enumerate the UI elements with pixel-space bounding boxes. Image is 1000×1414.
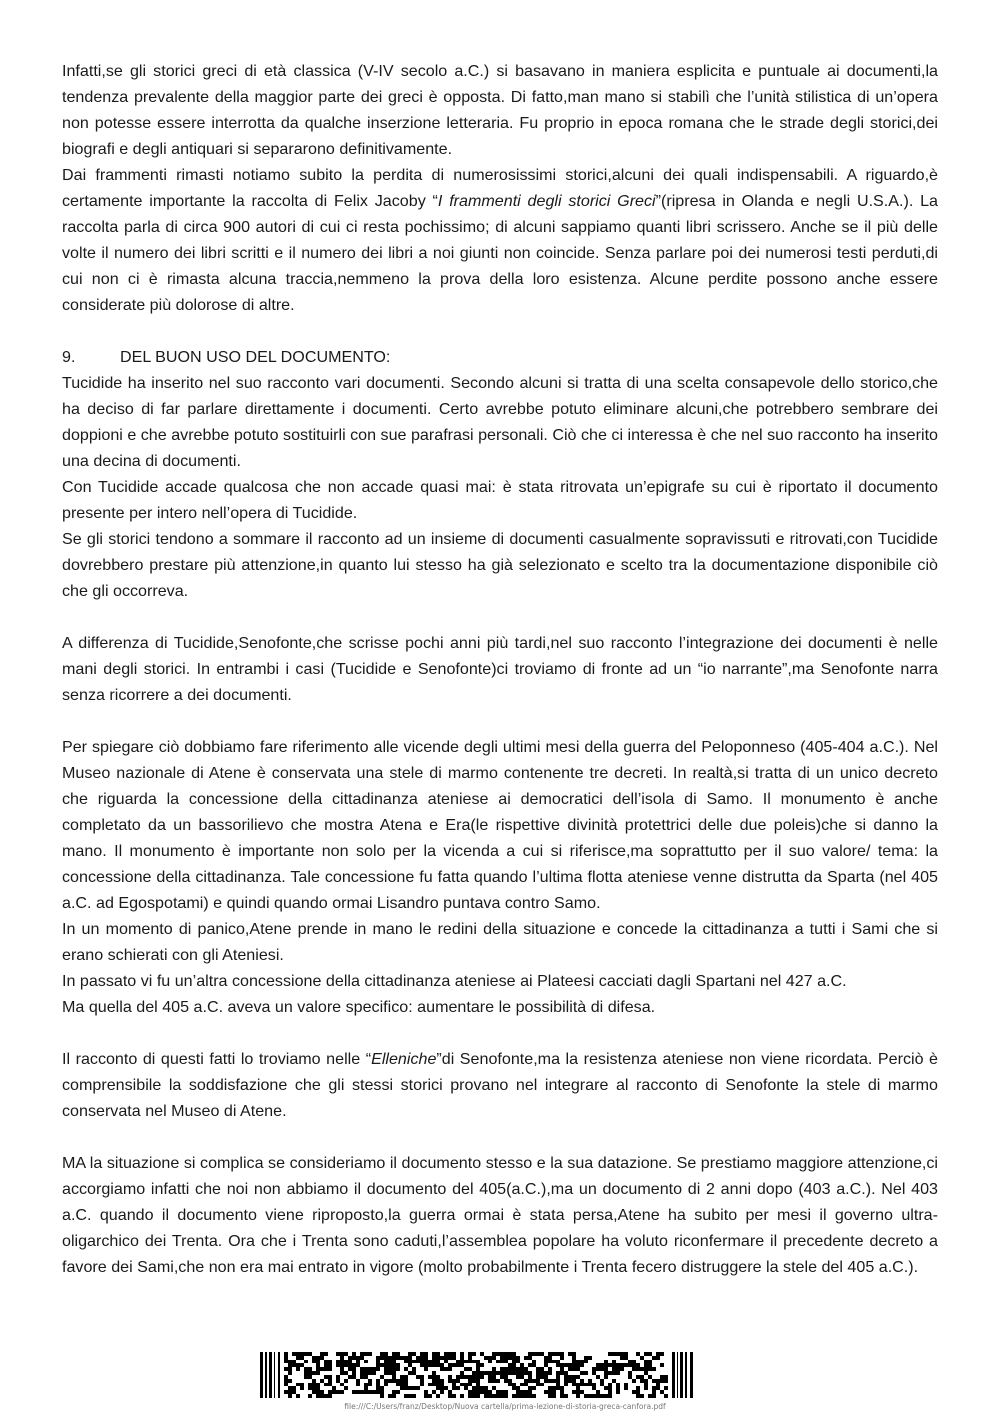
text-run: MA la situazione si complica se consideriamo il documento stesso e la sua datazione. Se prestiamo maggiore attenzione,ci accorgiamo infatti che noi non abbiamo il documento del 405(a.C.),ma un documento di 2 anni dopo (403 a.C.). Nel 403 a.C. quando il documento viene riproposto,la guerra ormai è stata persa,Atene ha subito per mesi il governo ultra-oligarchico dei Trenta. Ora che i Trenta sono caduti,l’assemblea popolare ha voluto riconfermare il precedente decreto a favore dei Sami,che non era mai entrato in vigore (molto probabilmente i Trenta fecero distruggere la stele del 405 a.C.). bbox=[62, 1154, 938, 1276]
section-number: 9. bbox=[62, 348, 76, 366]
text-run: ”(ripresa in Olanda e negli U.S.A.). La raccolta parla di circa 900 autori di cui ci resta pochissimo; di alcuni sappiamo quanti libri scrissero. Anche se il più delle volte il numero dei libri scritti e il numero dei libri a noi giunti non coincide. Senza parlare poi dei numerosi testi perduti,di cui non ci è rimasta alcuna traccia,nemmeno la prova della loro esistenza. Alcune perdite possono anche essere considerate più dolorose di altre. bbox=[62, 192, 938, 314]
text-run: Tucidide ha inserito nel suo racconto vari documenti. Secondo alcuni si tratta di una scelta consapevole dello storico,che ha deciso di far parlare direttamente i documenti. Certo avrebbe potuto eliminare alcuni,che potrebbero sembrare dei doppioni e che avrebbe potuto sostituirli con sue parafrasi personali. Ciò che ci interessa è che nel suo racconto ha inserito una decina di documenti. bbox=[62, 374, 938, 470]
paragraph bbox=[62, 630, 938, 708]
footer-barcode bbox=[260, 1352, 750, 1411]
barcode-matrix bbox=[284, 1352, 668, 1398]
section-heading bbox=[62, 344, 938, 370]
document-body bbox=[62, 58, 938, 1280]
text-run: Infatti,se gli storici greci di età classica (V-IV secolo a.C.) si basavano in maniera esplicita e puntuale ai documenti,la tendenza prevalente della maggior parte dei greci è opposta. Di fatto,man mano si stabilì che l’unità stilistica di un’opera non potesse essere interrotta da qualche inserzione letteraria. Fu proprio in epoca romana che le strade degli storici,dei biografi e degli antiquari si separarono definitivamente. bbox=[62, 62, 938, 158]
barcode-graphic bbox=[260, 1352, 750, 1398]
italic-title: Elleniche bbox=[371, 1050, 437, 1068]
paragraph-spacer bbox=[62, 1124, 938, 1150]
text-run: Con Tucidide accade qualcosa che non accade quasi mai: è stata ritrovata un’epigrafe su cui è riportato il documento presente per intero nell’opera di Tucidide. bbox=[62, 478, 938, 522]
italic-title: I frammenti degli storici Greci bbox=[437, 192, 656, 210]
text-run: Dai frammenti rimasti notiamo subito la perdita di numerosissimi storici,alcuni dei quali indispensabili. A riguardo,è certamente importante la raccolta di Felix Jacoby “ bbox=[62, 166, 938, 210]
paragraph bbox=[62, 162, 938, 318]
paragraph bbox=[62, 734, 938, 916]
text-run: Per spiegare ciò dobbiamo fare riferimento alle vicende degli ultimi mesi della guerra del Peloponneso (405-404 a.C.). Nel Museo nazionale di Atene è conservata una stele di marmo contenente tre decreti. In realtà,si tratta di un unico decreto che riguarda la concessione della cittadinanza ateniese ai democratici dell’isola di Samo. Il monumento è anche completato da un bassorilievo che mostra Atena e Era(le rispettive divinità protettrici delle due poleis)che si danno la mano. Il monumento è importante non solo per la vicenda a cui si riferisce,ma soprattutto per il suo valore/ tema: la concessione della cittadinanza. Tale concessione fu fatta quando l’ultima flotta ateniese venne distrutta da Sparta (nel 405 a.C. ad Egospotami) e quindi quando ormai Lisandro puntava contro Samo. bbox=[62, 738, 938, 912]
paragraph-spacer bbox=[62, 604, 938, 630]
paragraph-spacer bbox=[62, 1020, 938, 1046]
file-path-label: file:///C:/Users/franz/Desktop/Nuova cartella/prima-lezione-di-storia-greca-canfora.pdf bbox=[344, 1402, 666, 1411]
paragraph-spacer bbox=[62, 708, 938, 734]
text-run: Se gli storici tendono a sommare il racconto ad un insieme di documenti casualmente sopravissuti e ritrovati,con Tucidide dovrebbero prestare più attenzione,in quanto lui stesso ha già selezionato e scelto tra la documentazione disponibile ciò che gli occorreva. bbox=[62, 530, 938, 600]
text-run: Il racconto di questi fatti lo troviamo nelle “ bbox=[62, 1050, 372, 1068]
paragraph bbox=[62, 526, 938, 604]
paragraph bbox=[62, 58, 938, 162]
paragraph bbox=[62, 1150, 938, 1280]
section-title: DEL BUON USO DEL DOCUMENTO: bbox=[120, 348, 391, 366]
paragraph bbox=[62, 916, 938, 968]
paragraph bbox=[62, 474, 938, 526]
paragraph bbox=[62, 1046, 938, 1124]
paragraph-spacer bbox=[62, 318, 938, 344]
text-run: ”di Senofonte,ma la resistenza ateniese non viene ricordata. Perciò è comprensibile la soddisfazione che gli stessi storici provano nel integrare al racconto di Senofonte la stele di marmo conservata nel Museo di Atene. bbox=[62, 1050, 938, 1120]
barcode-bar bbox=[690, 1352, 693, 1398]
text-run: In un momento di panico,Atene prende in mano le redini della situazione e concede la cittadinanza a tutti i Sami che si erano schierati con gli Ateniesi. bbox=[62, 920, 938, 964]
paragraph bbox=[62, 968, 938, 994]
paragraph bbox=[62, 370, 938, 474]
text-run: Ma quella del 405 a.C. aveva un valore specifico: aumentare le possibilità di difesa. bbox=[62, 998, 656, 1016]
text-run: In passato vi fu un’altra concessione della cittadinanza ateniese ai Plateesi cacciati dagli Spartani nel 427 a.C. bbox=[62, 972, 847, 990]
text-run: A differenza di Tucidide,Senofonte,che scrisse pochi anni più tardi,nel suo racconto l’integrazione dei documenti è nelle mani degli storici. In entrambi i casi (Tucidide e Senofonte)ci troviamo di fronte ad un “io narrante”,ma Senofonte narra senza ricorrere a dei documenti. bbox=[62, 634, 938, 704]
paragraph bbox=[62, 994, 938, 1020]
